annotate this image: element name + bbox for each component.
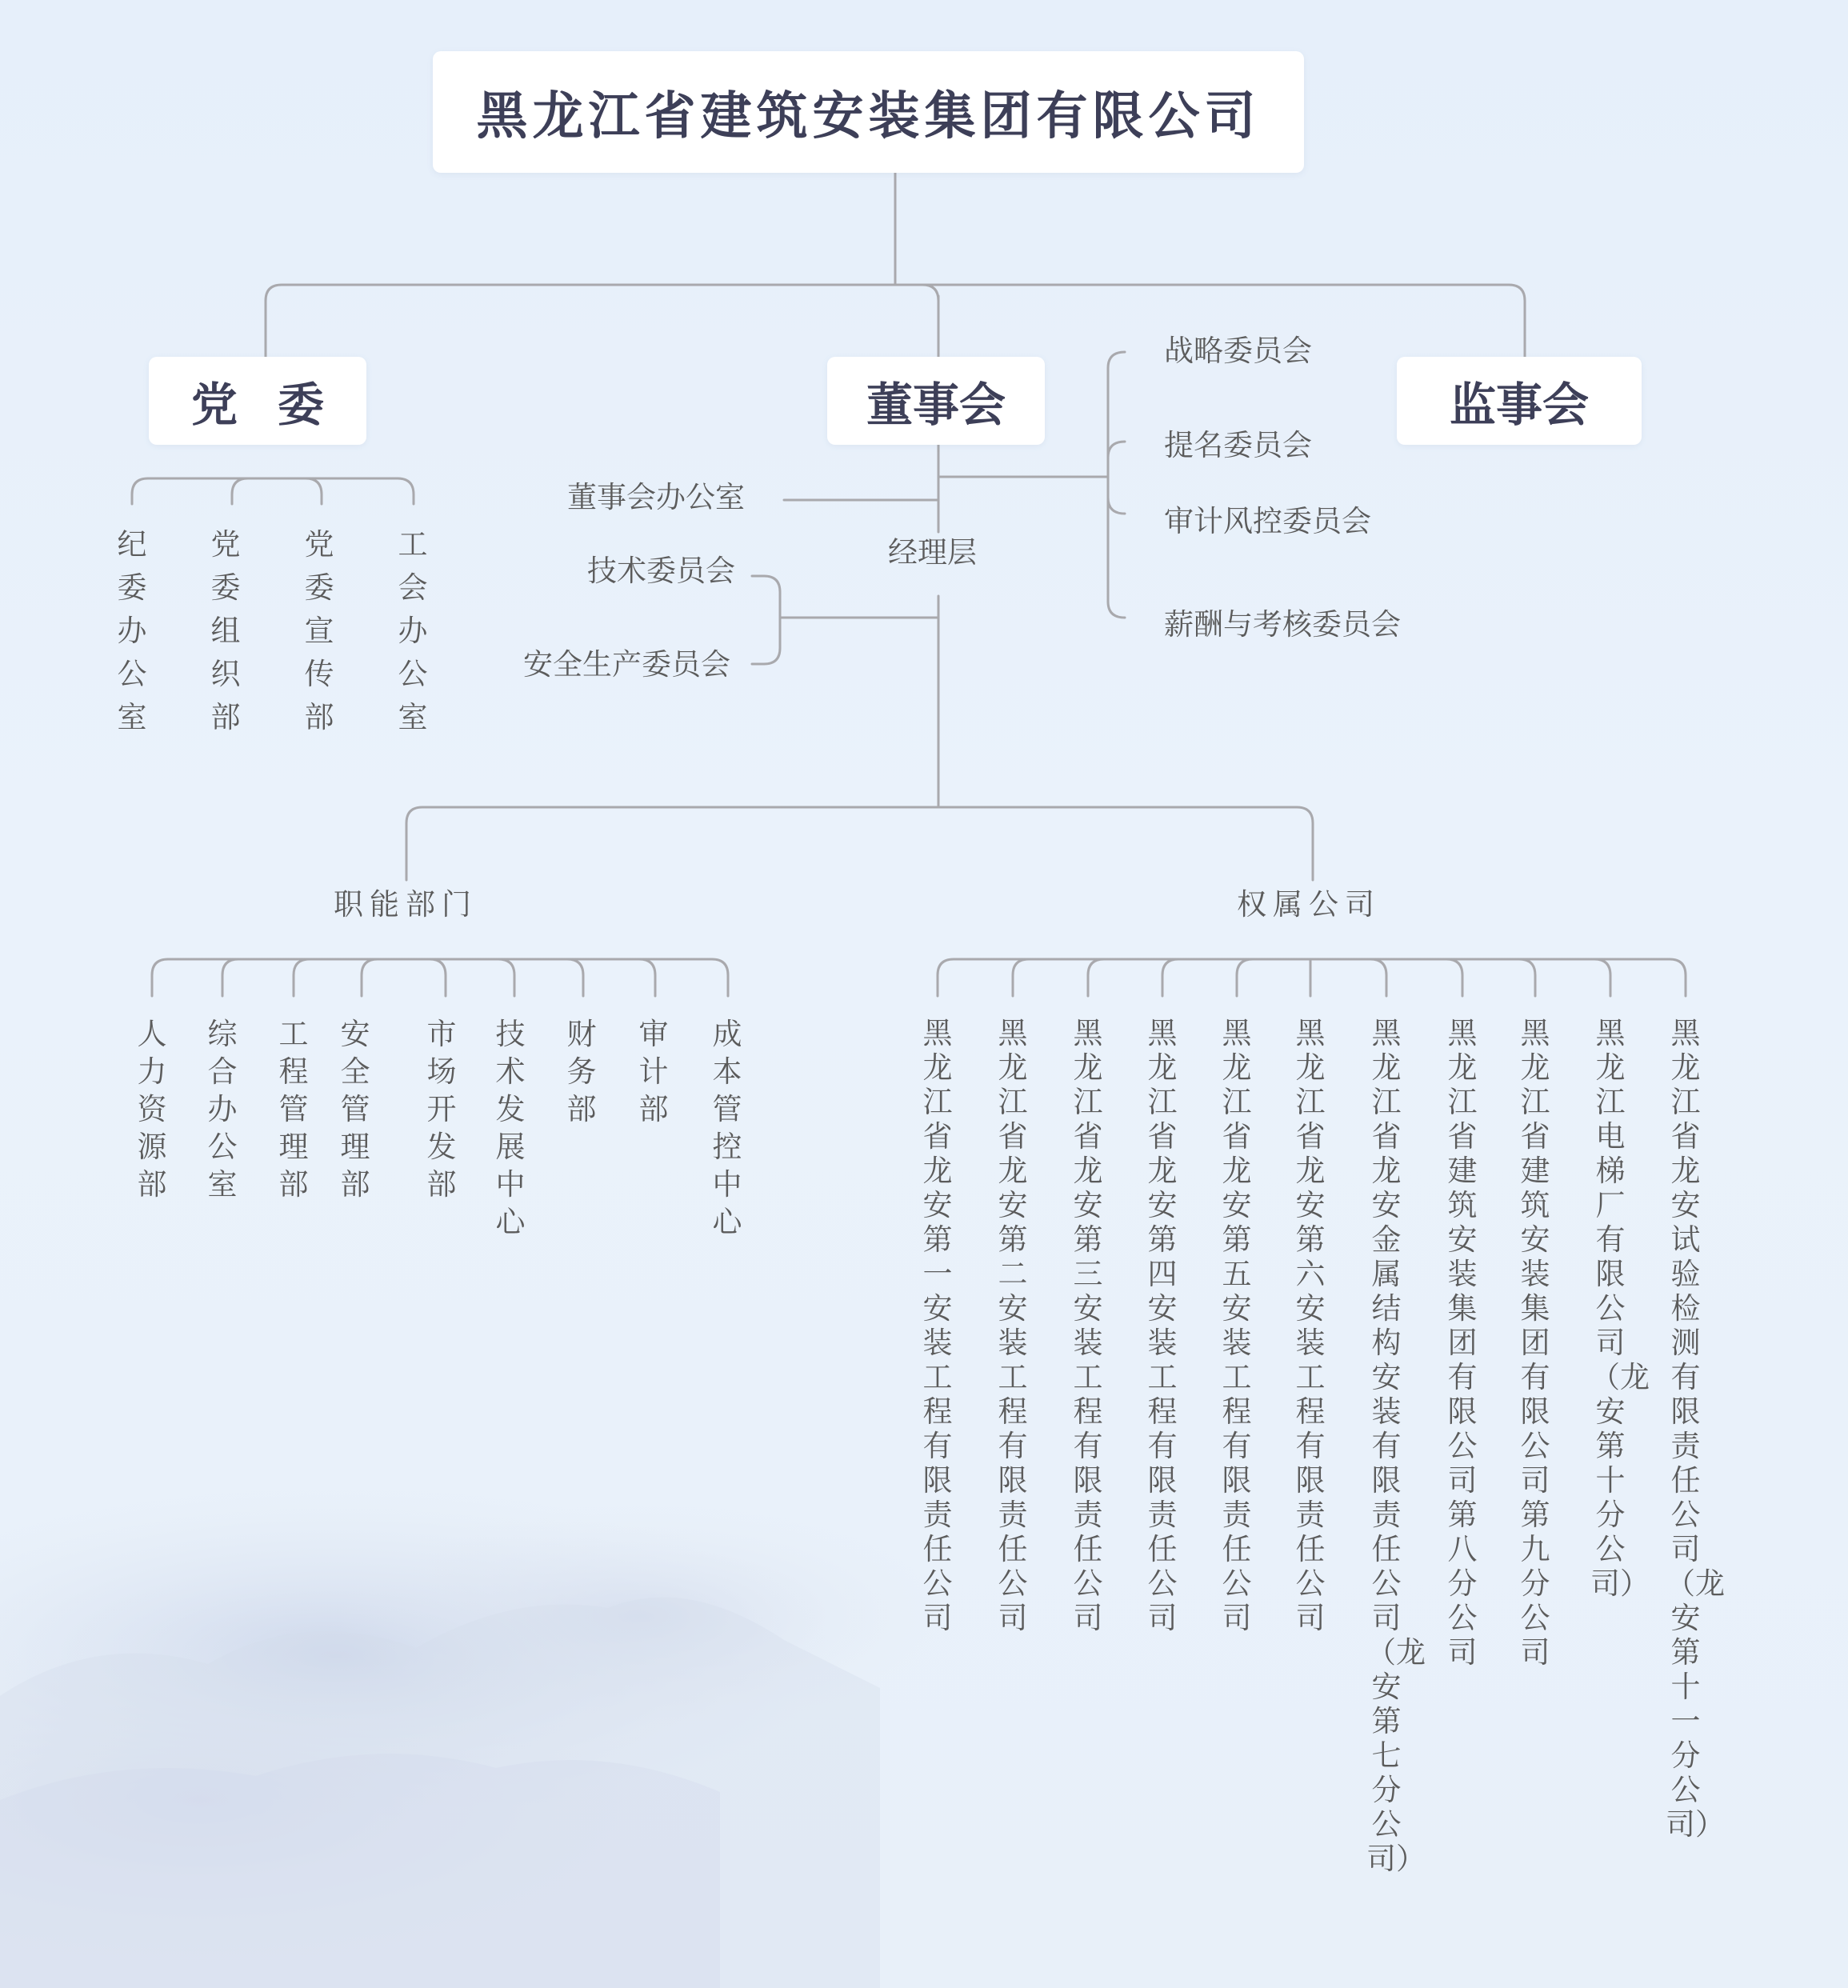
party-child-discipline-office: 纪委办公室: [117, 527, 147, 734]
functional-departments-title: 职能部门: [334, 887, 478, 922]
dept-market-development: 市场开发部: [426, 1017, 457, 1202]
dept-finance: 财务部: [566, 1017, 597, 1126]
group-company-box: 黑龙江省建筑安装集团有限公司: [433, 51, 1304, 173]
party-committee-box: 党委: [149, 357, 366, 445]
dept-human-resources: 人力资源部: [137, 1017, 167, 1202]
subsidiary-11: 黑龙江省龙安试验检测有限责任公司（龙安第十一分公司）: [1666, 1016, 1725, 1842]
board-of-directors-box: 董事会: [827, 357, 1045, 445]
subsidiaries-title: 权属公司: [1237, 887, 1381, 922]
committee-strategy: 战略委员会: [1164, 334, 1312, 368]
committee-nomination: 提名委员会: [1164, 428, 1312, 462]
committee-audit-risk: 审计风控委员会: [1164, 504, 1371, 538]
subsidiary-10: 黑龙江电梯厂有限公司（龙安第十分公司）: [1590, 1016, 1650, 1601]
subsidiary-9: 黑龙江省建筑安装集团有限公司第九分公司: [1520, 1016, 1550, 1670]
subsidiary-4: 黑龙江省龙安第四安装工程有限责任公司: [1147, 1016, 1178, 1635]
subsidiary-1: 黑龙江省龙安第一安装工程有限责任公司: [922, 1016, 953, 1635]
dept-general-office: 综合办公室: [207, 1017, 238, 1202]
board-of-supervisors-box: 监事会: [1397, 357, 1642, 445]
subsidiary-6: 黑龙江省龙安第六安装工程有限责任公司: [1295, 1016, 1326, 1635]
dept-audit: 审计部: [638, 1017, 669, 1126]
committee-compensation: 薪酬与考核委员会: [1164, 607, 1401, 642]
subsidiary-3: 黑龙江省龙安第三安装工程有限责任公司: [1073, 1016, 1103, 1635]
dept-safety-management: 安全管理部: [340, 1017, 370, 1202]
party-child-publicity: 党委宣传部: [304, 527, 334, 734]
party-child-union-office: 工会办公室: [398, 527, 428, 734]
subsidiary-5: 黑龙江省龙安第五安装工程有限责任公司: [1222, 1016, 1252, 1635]
dept-engineering-management: 工程管理部: [278, 1017, 309, 1202]
dept-technology-center: 技术发展中心: [495, 1017, 526, 1239]
subsidiary-7: 黑龙江省龙安金属结构安装有限责任公司（龙安第七分公司）: [1366, 1016, 1426, 1876]
committee-production-safety: 安全生产委员会: [523, 647, 730, 682]
dept-cost-control-center: 成本管控中心: [712, 1017, 742, 1239]
management-layer: 经理层: [888, 535, 977, 570]
committee-technology: 技术委员会: [587, 554, 735, 588]
party-child-organization: 党委组织部: [210, 527, 241, 734]
subsidiary-2: 黑龙江省龙安第二安装工程有限责任公司: [998, 1016, 1028, 1635]
subsidiary-8: 黑龙江省建筑安装集团有限公司第八分公司: [1447, 1016, 1478, 1670]
board-office: 董事会办公室: [567, 480, 745, 514]
